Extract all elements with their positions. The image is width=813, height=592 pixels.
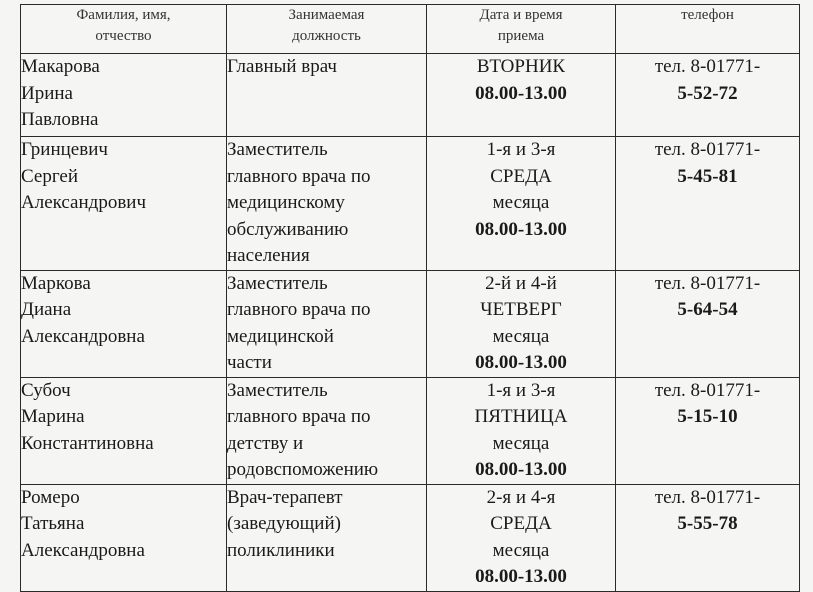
table-row: [21, 484, 800, 591]
cell-name: Гринцевич Сергей Александрович: [21, 137, 227, 271]
cell-phone: тел. 8-01771- 5-45-81: [616, 137, 800, 271]
cell-name: Маркова Диана Александровна: [21, 270, 227, 377]
cell-name: Макарова Ирина Павловна: [21, 54, 227, 137]
header-name: Фамилия, имя, отчество: [21, 5, 227, 54]
table-header-row: [21, 5, 800, 54]
cell-phone: тел. 8-01771- 5-52-72: [616, 54, 800, 137]
cell-position: Заместитель главного врача по медицинской части: [227, 270, 427, 377]
table-row: [21, 377, 800, 484]
cell-phone: тел. 8-01771- 5-15-10: [616, 377, 800, 484]
header-phone: телефон: [616, 5, 800, 54]
cell-datetime: 1-я и 3-я СРЕДА месяца 08.00-13.00: [427, 137, 616, 271]
header-datetime: Дата и время приема: [427, 5, 616, 54]
cell-datetime: ВТОРНИК 08.00-13.00: [427, 54, 616, 137]
cell-name: Ромеро Татьяна Александровна: [21, 484, 227, 591]
cell-datetime: 2-й и 4-й ЧЕТВЕРГ месяца 08.00-13.00: [427, 270, 616, 377]
cell-datetime: 1-я и 3-я ПЯТНИЦА месяца 08.00-13.00: [427, 377, 616, 484]
reception-schedule-table: [20, 4, 800, 592]
header-position: Занимаемая должность: [227, 5, 427, 54]
cell-position: Главный врач: [227, 54, 427, 137]
cell-position: Врач-терапевт (заведующий) поликлиники: [227, 484, 427, 591]
cell-phone: тел. 8-01771- 5-64-54: [616, 270, 800, 377]
cell-position: Заместитель главного врача по детству и родовспоможению: [227, 377, 427, 484]
table-row: [21, 54, 800, 137]
cell-datetime: 2-я и 4-я СРЕДА месяца 08.00-13.00: [427, 484, 616, 591]
table-row: [21, 137, 800, 271]
cell-name: Субоч Марина Константиновна: [21, 377, 227, 484]
cell-phone: тел. 8-01771- 5-55-78: [616, 484, 800, 591]
table-row: [21, 270, 800, 377]
cell-position: Заместитель главного врача по медицинскому обслуживанию населения: [227, 137, 427, 271]
